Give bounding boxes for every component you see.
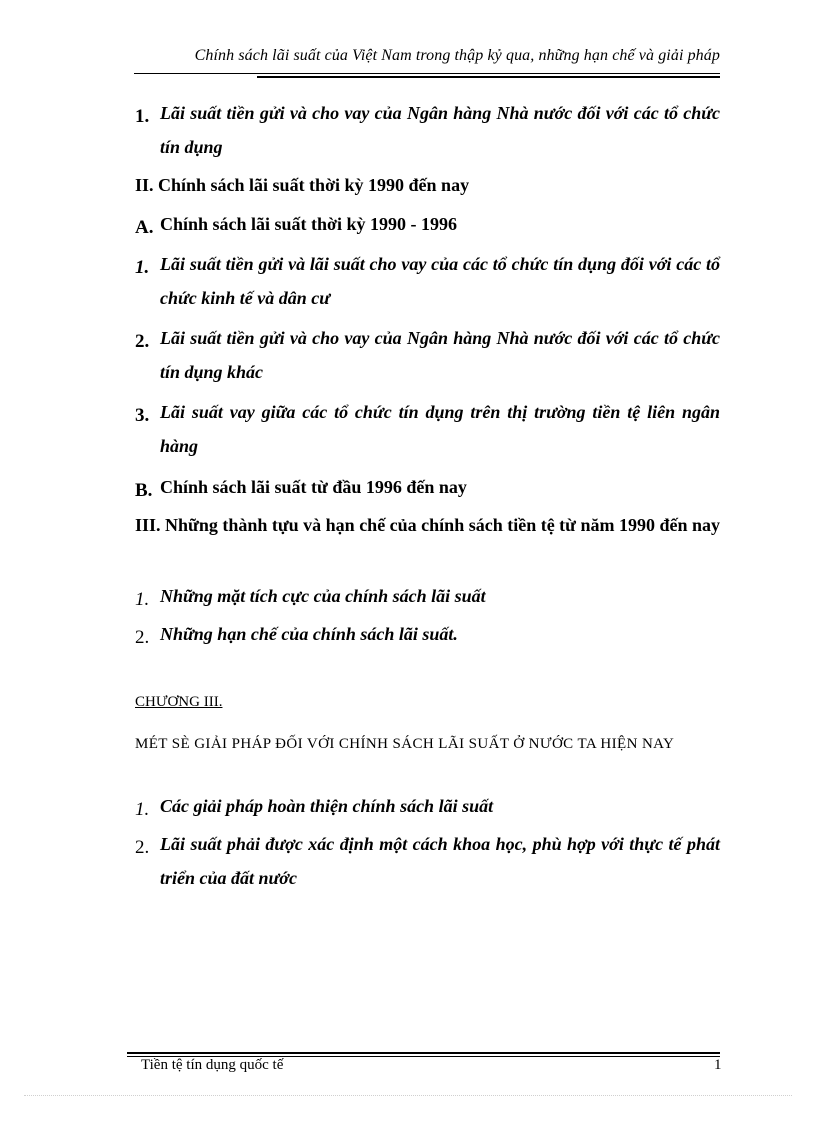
toc-number: B. [135, 480, 153, 501]
chapter-title: MÉT SÈ GIẢI PHÁP ĐỐI VỚI CHÍNH SÁCH LÃI SUẤT Ở NƯỚC TA HIỆN NAY [135, 736, 675, 752]
toc-number: A. [135, 217, 154, 238]
solution-number: 1. [135, 799, 150, 820]
section-heading-text: II. Chính sách lãi suất thời kỳ 1990 đến nay [135, 175, 470, 195]
toc-item [135, 470, 720, 504]
toc-item [135, 207, 720, 241]
header-rule [134, 73, 720, 74]
toc-item [135, 247, 720, 315]
page-edge [24, 1095, 792, 1096]
toc-number: 1. [135, 589, 150, 610]
page-number: 1 [714, 1057, 722, 1073]
toc-number: 3. [135, 405, 150, 426]
toc-text: Chính sách lãi suất thời kỳ 1990 - 1996 [160, 214, 458, 234]
solution-text: Lãi suất phải được xác định một cách khoa học, phù hợp với thực tế phát triển của đất nước [160, 834, 720, 888]
toc-text: Những mặt tích cực của chính sách lãi suất [160, 586, 486, 606]
toc-number: 1. [135, 106, 150, 127]
chapter-label: CHƯƠNG III. [135, 694, 223, 710]
toc-text: Lãi suất vay giữa các tổ chức tín dụng trên thị trường tiền tệ liên ngân hàng [160, 402, 720, 456]
toc-text: Chính sách lãi suất từ đầu 1996 đến nay [160, 477, 467, 497]
toc-item [135, 617, 720, 651]
solution-item [135, 827, 720, 895]
toc-item [135, 321, 720, 389]
toc-number: 2. [135, 627, 150, 648]
section-heading-text: III. Những thành tựu và hạn chế của chính sách tiền tệ từ năm 1990 đến nay [135, 515, 721, 535]
toc-text: Lãi suất tiền gửi và lãi suất cho vay của các tổ chức tín dụng đối với các tổ chức kinh tế và dân cư [160, 254, 720, 308]
solution-number: 2. [135, 837, 150, 858]
running-header: Chính sách lãi suất của Việt Nam trong thập kỷ qua, những hạn chế và giải pháp [194, 47, 720, 64]
footer-rule-thick [127, 1052, 720, 1054]
toc-item [135, 395, 720, 463]
section-heading [135, 168, 720, 202]
toc-number: 1. [135, 257, 150, 278]
toc-item [135, 579, 720, 613]
solution-text: Các giải pháp hoàn thiện chính sách lãi suất [160, 796, 494, 816]
solution-item [135, 789, 720, 823]
section-heading [135, 508, 720, 542]
toc-text: Những hạn chế của chính sách lãi suất. [160, 624, 458, 644]
header-rule-thick [257, 76, 720, 78]
footer-title: Tiền tệ tín dụng quốc tế [141, 1057, 284, 1073]
toc-text: Lãi suất tiền gửi và cho vay của Ngân hàng Nhà nước đối với các tổ chức tín dụng [160, 103, 720, 157]
toc-item [135, 96, 720, 164]
toc-number: 2. [135, 331, 150, 352]
toc-text: Lãi suất tiền gửi và cho vay của Ngân hàng Nhà nước đối với các tổ chức tín dụng khác [160, 328, 720, 382]
